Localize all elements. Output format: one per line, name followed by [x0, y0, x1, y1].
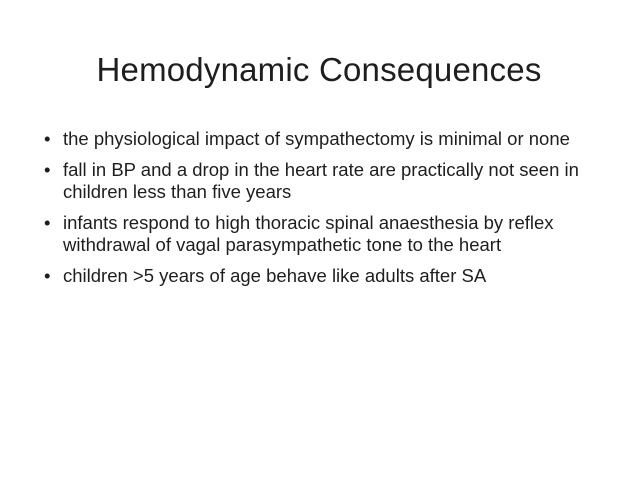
bullet-item	[44, 128, 604, 151]
bullet-text: children >5 years of age behave like adults after SA	[63, 264, 487, 286]
bullet-list	[44, 128, 604, 295]
bullet-dot: •	[44, 211, 51, 233]
bullet-text: infants respond to high thoracic spinal anaesthesia by reflex withdrawal of vagal parasympathetic tone to the heart	[63, 211, 554, 255]
slide-title: Hemodynamic Consequences	[96, 51, 542, 88]
bullet-dot: •	[44, 158, 51, 180]
bullet-item	[44, 265, 604, 288]
bullet-dot: •	[44, 128, 51, 149]
bullet-text: fall in BP and a drop in the heart rate are practically not seen in children less than five years	[63, 158, 579, 202]
bullet-item	[44, 212, 604, 257]
bullet-text: the physiological impact of sympathectomy is minimal or none	[63, 128, 570, 149]
bullet-dot: •	[44, 264, 51, 286]
bullet-item	[44, 159, 604, 204]
